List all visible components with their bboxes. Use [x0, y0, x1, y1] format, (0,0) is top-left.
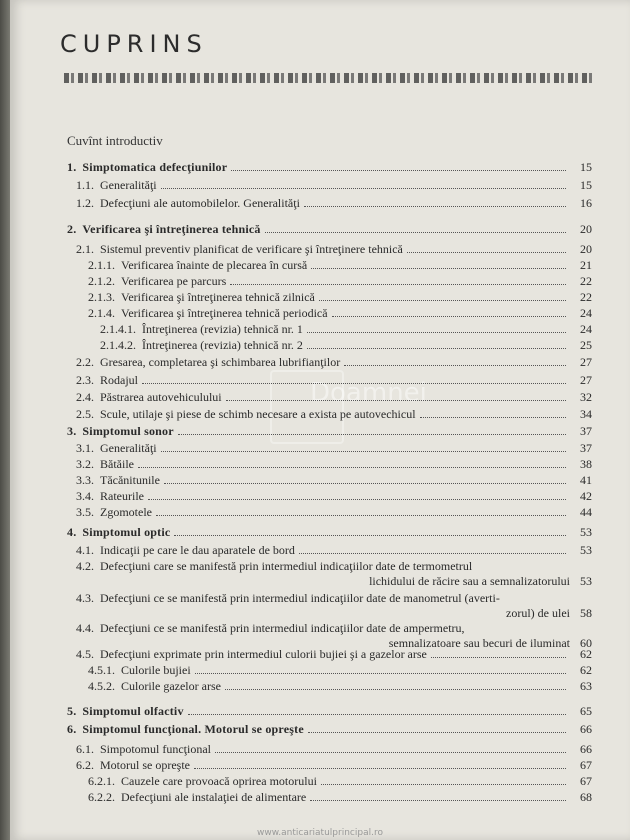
toc-entry-number: 4.5.1. [88, 663, 115, 677]
page-title: CUPRINS [60, 30, 208, 58]
toc-entry-text: Simptomul optic [82, 525, 171, 539]
toc-entry [76, 441, 592, 455]
toc-entry [76, 505, 592, 519]
toc-leader-dots [188, 714, 566, 715]
toc-entry-number: 4.1. [76, 543, 94, 557]
toc-leader-dots [195, 673, 566, 674]
toc-entry-label [76, 390, 222, 404]
toc-leader-dots [265, 232, 566, 233]
toc-entry-text: Defecţiuni ale automobilelor. Generalităţi [100, 196, 300, 210]
toc-entry-continuation [130, 574, 592, 588]
toc-entry-number: 2.1.2. [88, 274, 115, 288]
toc-page-number: 32 [580, 390, 592, 404]
toc-entry-text: Rodajul [100, 373, 138, 387]
toc-entry [88, 663, 592, 677]
toc-page-number: 53 [580, 574, 592, 588]
toc-entry-label [67, 222, 261, 236]
toc-leader-dots [138, 467, 566, 468]
toc-entry-label [76, 441, 157, 455]
toc-page-number: 67 [580, 758, 592, 772]
toc-leader-dots [156, 515, 566, 516]
toc-page-number: 34 [580, 407, 592, 421]
toc-entry-label [76, 355, 340, 369]
toc-leader-dots [308, 732, 566, 733]
toc-entry-number: 2.4. [76, 390, 94, 404]
toc-entry-text: Generalităţi [100, 441, 157, 455]
toc-entry-text: Defecţiuni exprimate prin intermediul culorii bujiei şi a gazelor arse [100, 647, 427, 661]
toc-page-number: 53 [580, 525, 592, 539]
toc-entry-label [76, 457, 134, 471]
toc-entry-label [88, 774, 317, 788]
toc-leader-dots [226, 400, 566, 401]
toc-entry-text: Verificarea înainte de plecarea în cursă [121, 258, 308, 272]
toc-entry-number: 2.1.4.1. [100, 322, 136, 336]
toc-entry [76, 621, 592, 635]
toc-entry-text-continued: semnalizatoare sau becuri de iluminat [388, 636, 570, 650]
toc-entry-label [76, 242, 403, 256]
toc-entry [88, 258, 592, 272]
toc-entry-label [76, 373, 138, 387]
toc-entry-number: 1.1. [76, 178, 94, 192]
toc-leader-dots [307, 348, 566, 349]
toc-leader-dots [310, 800, 566, 801]
toc-entry-number: 6. [67, 722, 77, 736]
toc-page-number: 22 [580, 274, 592, 288]
toc-chapter [67, 704, 592, 718]
toc-page-number: 63 [580, 679, 592, 693]
toc-chapter [67, 222, 592, 236]
toc-entry-text: Generalităţi [100, 178, 157, 192]
toc-entry-number: 3. [67, 424, 77, 438]
toc-entry-label [67, 525, 170, 539]
toc-entry-number: 2.2. [76, 355, 94, 369]
toc-entry-label [88, 679, 221, 693]
toc-page-number: 24 [580, 322, 592, 336]
toc-leader-dots [319, 300, 566, 301]
toc-page-number: 62 [580, 647, 592, 661]
toc-entry-text: Simpotomul funcţional [100, 742, 211, 756]
intro-entry: Cuvînt introductiv [67, 133, 163, 148]
toc-page-number: 66 [580, 722, 592, 736]
toc-entry-label [76, 505, 152, 519]
toc-entry-label [76, 489, 144, 503]
toc-page-number: 44 [580, 505, 592, 519]
toc-entry-text: Simptomul sonor [82, 424, 174, 438]
toc-leader-dots [174, 535, 566, 536]
toc-entry-label [100, 338, 303, 352]
decorative-divider [64, 73, 594, 83]
toc-entry-label [76, 742, 211, 756]
toc-entry-label [76, 178, 157, 192]
toc-entry [88, 306, 592, 320]
toc-entry-text: Simptomatica defecţiunilor [82, 160, 228, 174]
toc-page-number: 25 [580, 338, 592, 352]
toc-leader-dots [161, 188, 566, 189]
toc-page-number: 41 [580, 473, 592, 487]
toc-entry-text: Defecţiuni ce se manifestă prin intermediul indicaţiilor date de ampermetru, [100, 621, 465, 635]
toc-entry-label [67, 424, 174, 438]
toc-entry-text: Scule, utilaje şi piese de schimb necesare a exista pe autovechicul [100, 407, 416, 421]
toc-page-number: 27 [580, 373, 592, 387]
toc-entry-text: Păstrarea autovehiculului [100, 390, 222, 404]
toc-leader-dots [148, 499, 566, 500]
toc-leader-dots [407, 252, 566, 253]
toc-entry-number: 2.1.3. [88, 290, 115, 304]
toc-entry-label [88, 663, 191, 677]
toc-entry-text: Sistemul preventiv planificat de verificare şi întreţinere tehnică [100, 242, 403, 256]
toc-entry [88, 274, 592, 288]
toc-page-number: 20 [580, 222, 592, 236]
toc-page-number: 27 [580, 355, 592, 369]
toc-leader-dots [225, 689, 566, 690]
toc-entry-continuation [130, 606, 592, 620]
toc-leader-dots [142, 383, 566, 384]
toc-entry-text: Indicaţii pe care le dau aparatele de bord [100, 543, 295, 557]
toc-entry-number: 4.4. [76, 621, 94, 635]
toc-page-number: 20 [580, 242, 592, 256]
toc-entry-text: Defecţiuni ce se manifestă prin intermediul indicaţiilor date de manometrul (averti- [100, 591, 500, 605]
toc-entry-text: Tăcănitunile [100, 473, 160, 487]
toc-entry-number: 2.1.4. [88, 306, 115, 320]
toc-leader-dots [332, 316, 566, 317]
toc-page-number: 37 [580, 424, 592, 438]
toc-entry-text: Gresarea, completarea şi schimbarea lubrifianţilor [100, 355, 341, 369]
toc-leader-dots [311, 268, 566, 269]
toc-page-number: 15 [580, 160, 592, 174]
toc-entry-number: 6.2. [76, 758, 94, 772]
toc-page-number: 37 [580, 441, 592, 455]
toc-entry [76, 591, 592, 605]
toc-entry [76, 489, 592, 503]
toc-entry-label [88, 790, 306, 804]
toc-entry-label [76, 196, 300, 210]
toc-leader-dots [344, 365, 566, 366]
book-spine [0, 0, 10, 840]
toc-entry-label [76, 543, 295, 557]
toc-entry-label [88, 274, 226, 288]
toc-entry [76, 543, 592, 557]
toc-page-number: 60 [580, 636, 592, 650]
toc-entry-number: 3.4. [76, 489, 94, 503]
toc-leader-dots [304, 206, 566, 207]
toc-entry [88, 679, 592, 693]
toc-page-number: 68 [580, 790, 592, 804]
toc-entry-number: 6.2.2. [88, 790, 115, 804]
toc-entry-number: 5. [67, 704, 77, 718]
toc-entry-text: Simptomul funcţional. Motorul se opreşte [82, 722, 304, 736]
toc-chapter [67, 525, 592, 539]
toc-entry [76, 457, 592, 471]
toc-entry [76, 390, 592, 404]
toc-entry-text: Întreţinerea (revizia) tehnică nr. 1 [142, 322, 303, 336]
toc-entry-text: Motorul se opreşte [100, 758, 190, 772]
toc-page-number: 24 [580, 306, 592, 320]
toc-entry-text: Bătăile [100, 457, 134, 471]
toc-entry [100, 338, 592, 352]
watermark-text: Doamnei [310, 378, 427, 408]
toc-entry-number: 2.1. [76, 242, 94, 256]
footer-url: www.anticariatulprincipal.ro [257, 828, 383, 838]
toc-leader-dots [161, 451, 566, 452]
toc-entry-number: 2.1.1. [88, 258, 115, 272]
toc-entry-text: Rateurile [100, 489, 144, 503]
toc-entry-label [76, 407, 416, 421]
toc-entry [76, 407, 592, 421]
toc-entry-text: Culorile gazelor arse [121, 679, 221, 693]
toc-entry [76, 355, 592, 369]
toc-entry-label [76, 559, 472, 573]
toc-entry-text: Defecţiuni ale instalaţiei de alimentare [121, 790, 307, 804]
toc-chapter [67, 160, 592, 174]
toc-entry-text: Culorile bujiei [121, 663, 191, 677]
toc-page-number: 58 [580, 606, 592, 620]
toc-entry [76, 758, 592, 772]
toc-entry [76, 196, 592, 210]
toc-entry-number: 3.2. [76, 457, 94, 471]
toc-leader-dots [431, 657, 566, 658]
toc-entry [76, 473, 592, 487]
toc-leader-dots [178, 434, 566, 435]
toc-chapter [67, 424, 592, 438]
toc-page-number: 65 [580, 704, 592, 718]
toc-leader-dots [215, 752, 566, 753]
toc-page-number: 38 [580, 457, 592, 471]
toc-entry-text-continued: lichidului de răcire sau a semnalizatorului [369, 574, 570, 588]
toc-entry-text: Verificarea şi întreţinerea tehnică periodică [121, 306, 328, 320]
toc-entry-number: 4.5.2. [88, 679, 115, 693]
toc-entry-label [76, 621, 465, 635]
toc-chapter [67, 722, 592, 736]
toc-page-number: 21 [580, 258, 592, 272]
toc-entry-number: 3.5. [76, 505, 94, 519]
toc-entry [100, 322, 592, 336]
toc-page-number: 67 [580, 774, 592, 788]
toc-entry-label [88, 306, 328, 320]
toc-entry-number: 1.2. [76, 196, 94, 210]
toc-entry-number: 2. [67, 222, 77, 236]
toc-entry-label [76, 591, 500, 605]
toc-leader-dots [420, 417, 566, 418]
toc-entry-number: 3.3. [76, 473, 94, 487]
toc-entry-number: 6.1. [76, 742, 94, 756]
toc-entry-number: 2.1.4.2. [100, 338, 136, 352]
toc-entry-label [67, 722, 304, 736]
toc-entry-text: Întreţinerea (revizia) tehnică nr. 2 [142, 338, 303, 352]
toc-entry [88, 774, 592, 788]
document-page [10, 0, 630, 840]
toc-page-number: 22 [580, 290, 592, 304]
toc-entry [76, 559, 592, 573]
toc-leader-dots [194, 768, 566, 769]
toc-page-number: 15 [580, 178, 592, 192]
toc-entry-label [76, 647, 427, 661]
toc-entry-label [76, 758, 190, 772]
toc-entry-number: 4.2. [76, 559, 94, 573]
toc-entry-text: Verificarea pe parcurs [121, 274, 227, 288]
toc-entry-number: 2.3. [76, 373, 94, 387]
toc-entry-text: Defecţiuni care se manifestă prin intermediul indicaţiilor date de termometrul [100, 559, 473, 573]
toc-entry-label [76, 473, 160, 487]
toc-page-number: 62 [580, 663, 592, 677]
toc-page-number: 66 [580, 742, 592, 756]
toc-entry [76, 178, 592, 192]
toc-entry-number: 4.5. [76, 647, 94, 661]
toc-page-number: 16 [580, 196, 592, 210]
toc-entry-label [88, 290, 315, 304]
toc-leader-dots [307, 332, 566, 333]
toc-entry [76, 242, 592, 256]
toc-page-number: 42 [580, 489, 592, 503]
toc-entry-label [67, 704, 184, 718]
toc-leader-dots [164, 483, 566, 484]
toc-entry-number: 4.3. [76, 591, 94, 605]
toc-entry-label [88, 258, 307, 272]
toc-page-number: 53 [580, 543, 592, 557]
toc-entry-number: 2.5. [76, 407, 94, 421]
toc-entry [76, 373, 592, 387]
toc-entry-label [100, 322, 303, 336]
toc-entry-text: Verificarea şi întreţinerea tehnică [82, 222, 261, 236]
toc-entry-text: Verificarea şi întreţinerea tehnică zilnică [121, 290, 315, 304]
toc-entry-number: 6.2.1. [88, 774, 115, 788]
toc-entry-text-continued: zorul) de ulei [506, 606, 570, 620]
toc-leader-dots [299, 553, 566, 554]
toc-entry [76, 742, 592, 756]
toc-entry-text: Cauzele care provoacă oprirea motorului [121, 774, 317, 788]
toc-entry-number: 3.1. [76, 441, 94, 455]
toc-entry-label [67, 160, 227, 174]
toc-entry [88, 790, 592, 804]
toc-entry-number: 4. [67, 525, 77, 539]
toc-entry [76, 647, 592, 661]
toc-leader-dots [321, 784, 566, 785]
toc-entry-number: 1. [67, 160, 77, 174]
toc-entry-text: Zgomotele [100, 505, 152, 519]
toc-entry [88, 290, 592, 304]
toc-entry-text: Simptomul olfactiv [82, 704, 184, 718]
toc-leader-dots [230, 284, 566, 285]
toc-leader-dots [231, 170, 566, 171]
